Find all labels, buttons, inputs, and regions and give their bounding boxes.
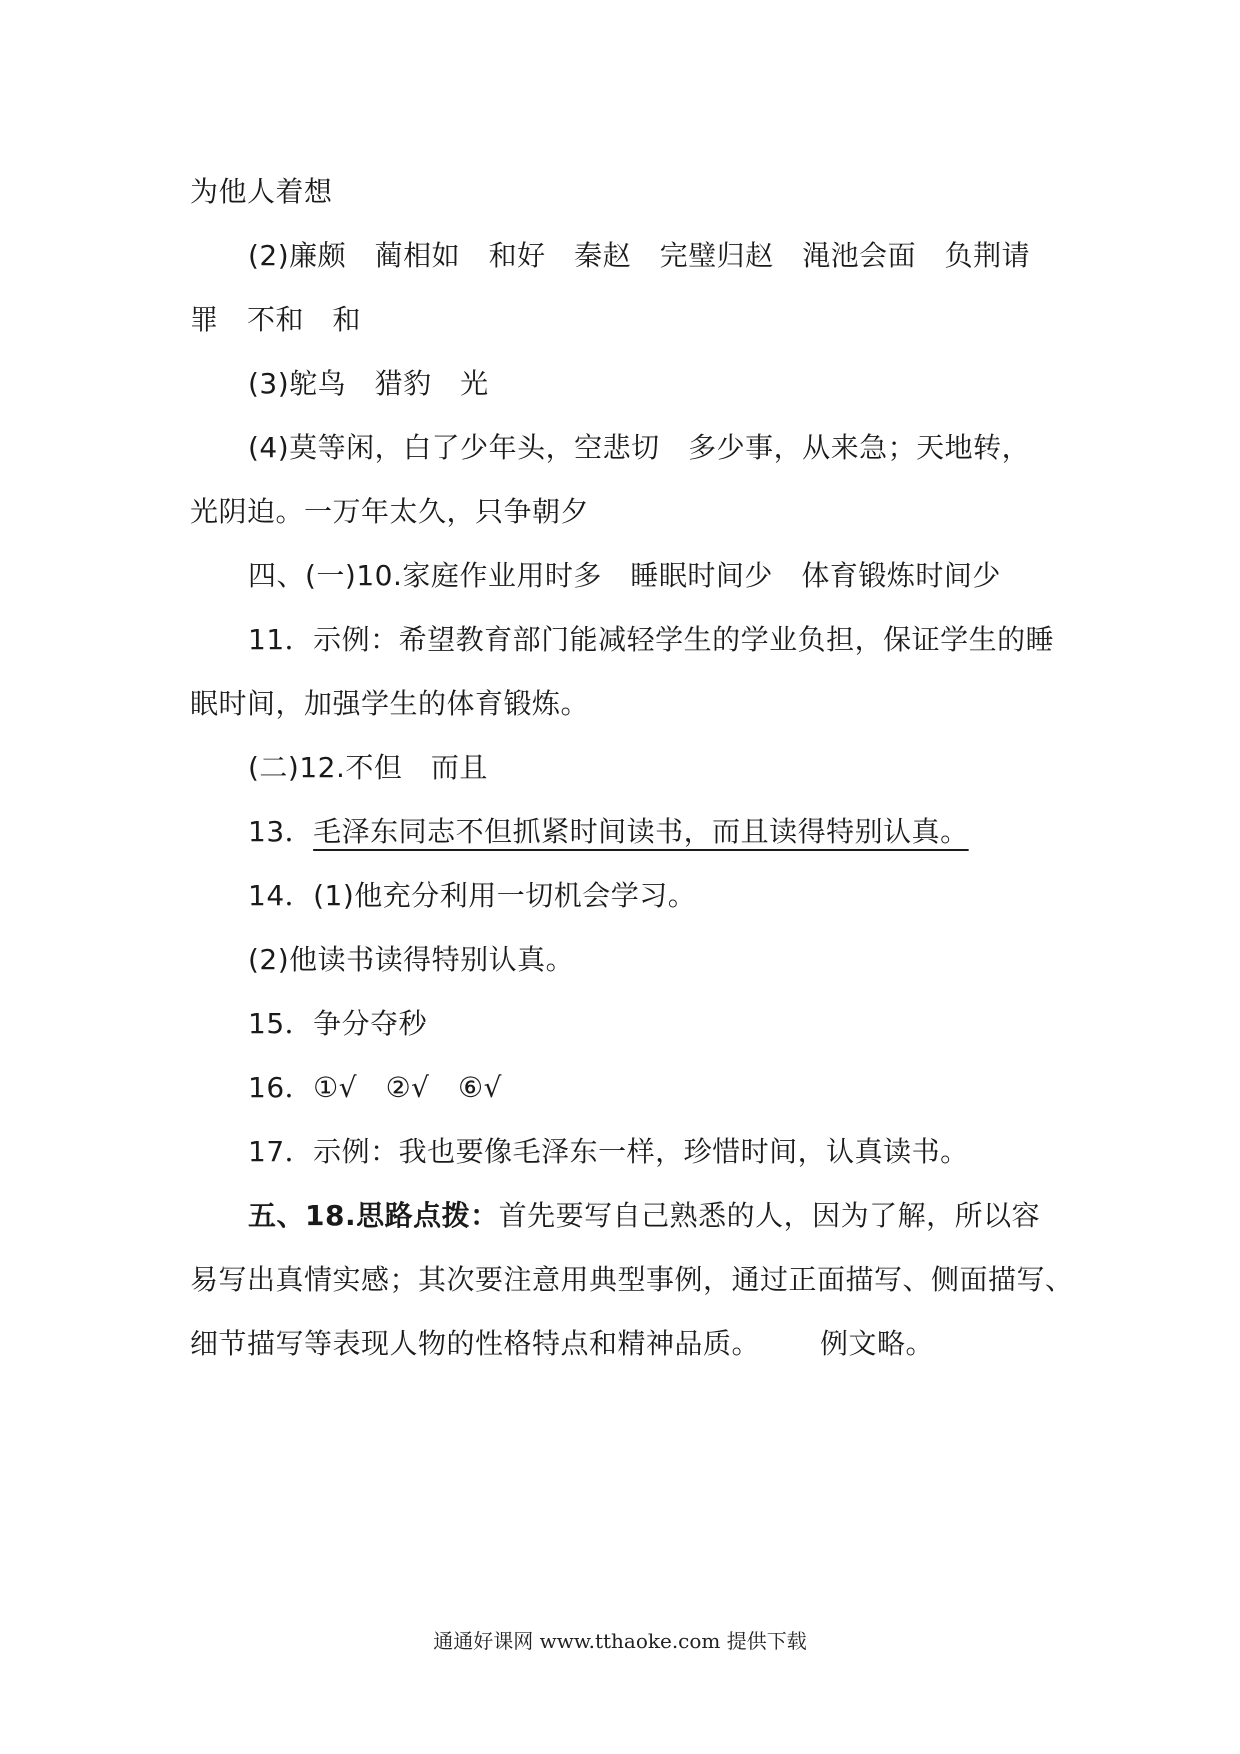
text-line: (2)他读书读得特别认真。 [248,943,575,976]
text-line: 四、(一)10.家庭作业用时多 睡眠时间少 体育锻炼时间少 [248,559,1001,592]
question-number: 13． [248,815,314,848]
bold-heading: 五、18.思路点拨： [248,1199,499,1232]
text-span: 细节描写等表现人物的性格特点和精神品质。 [190,1327,761,1360]
text-line: 14．(1)他充分利用一切机会学习。 [248,879,697,912]
text-line [190,1184,1060,1248]
text-line: 17．示例：我也要像毛泽东一样，珍惜时间，认真读书。 [248,1135,969,1168]
text-line: 为他人着想 [190,175,333,208]
text-line: 16．①√ ②√ ⑥√ [248,1071,502,1104]
text-line: (3)鸵鸟 猎豹 光 [248,367,489,400]
text-span: 例文略。 [820,1327,935,1360]
text-line: 眠时间，加强学生的体育锻炼。 [190,687,590,720]
text-line: 罪 不和 和 [190,303,362,336]
text-line: 15．争分夺秒 [248,1007,428,1040]
text-span: 首先要写自己熟悉的人，因为了解，所以容 [498,1199,1041,1232]
text-line: 易写出真情实感；其次要注意用典型事例，通过正面描写、侧面描写、 [190,1263,1074,1296]
underlined-answer: 毛泽东同志不但抓紧时间读书，而且读得特别认真。 [313,815,969,848]
text-line [190,1312,1060,1376]
answer-document [190,160,1074,1376]
text-line: 11．示例：希望教育部门能减轻学生的学业负担，保证学生的睡 [248,623,1055,656]
text-line [190,800,1060,864]
page-footer: 通通好课网 www.tthaoke.com 提供下载 [433,1629,807,1653]
text-line: 光阴迫。一万年太久，只争朝夕 [190,495,590,528]
text-line: (2)廉颇 蔺相如 和好 秦赵 完璧归赵 渑池会面 负荆请 [248,239,1031,272]
text-line: (二)12.不但 而且 [248,751,488,784]
text-line: (4)莫等闲，白了少年头，空悲切 多少事，从来急；天地转， [248,431,1031,464]
